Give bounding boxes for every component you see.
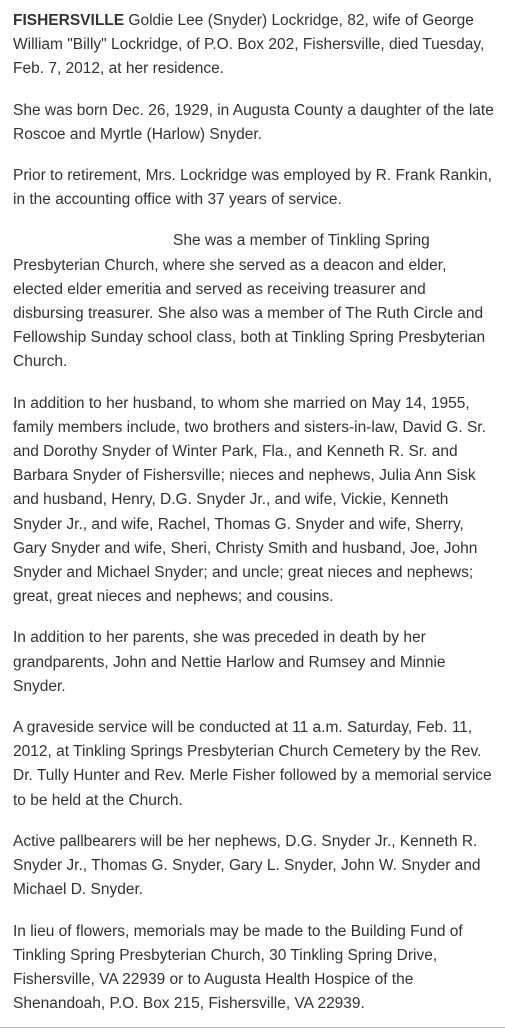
obituary-article bbox=[13, 9, 495, 1033]
church-paragraph: She was a member of Tinkling Spring Presbyterian Church, where she served as a deacon and elder, elected elder emeritia and served as receiving treasurer and disbursing treasurer. She also was a member of The Ruth Circle and Fellowship Sunday school class, both at Tinkling Spring Presbyterian Church. bbox=[13, 232, 486, 371]
intro-paragraph bbox=[13, 9, 495, 82]
career-paragraph: Prior to retirement, Mrs. Lockridge was employed by R. Frank Rankin, in the accounting office with 37 years of service. bbox=[13, 167, 492, 209]
dateline: FISHERSVILLE bbox=[13, 12, 125, 29]
bottom-divider bbox=[0, 1027, 505, 1028]
memorials-paragraph: In lieu of flowers, memorials may be made to the Building Fund of Tinkling Spring Presbyterian Church, 30 Tinkling Spring Drive, Fishersville, VA 22939 or to Augusta Health Hospice of the Shenandoah, P.O. Box 215, Fishersville, VA 22939. bbox=[13, 922, 463, 1013]
service-paragraph: A graveside service will be conducted at 11 a.m. Saturday, Feb. 11, 2012, at Tinkling Springs Presbyterian Church Cemetery by the Rev. Dr. Tully Hunter and Rev. Merle Fisher followed by a memorial service to be held at the Church. bbox=[13, 719, 492, 809]
birth-paragraph: She was born Dec. 26, 1929, in Augusta County a daughter of the late Roscoe and Myrtle (Harlow) Snyder. bbox=[13, 101, 494, 143]
intro-text: Goldie Lee (Snyder) Lockridge, 82, wife of George William "Billy" Lockridge, of P.O. Box 202, Fishersville, died Tuesday, Feb. 7, 2012, at her residence. bbox=[13, 12, 485, 78]
family-paragraph: In addition to her husband, to whom she married on May 14, 1955, family members include, two brothers and sisters-in-law, David G. Sr. and Dorothy Snyder of Winter Park, Fla., and Kenneth R. Sr. and Barbara Snyder of Fishersville; nieces and nephews, Julia Ann Sisk and husband, Henry, D.G. Snyder Jr., and wife, Vickie, Kenneth Snyder Jr., and wife, Rachel, Thomas G. Snyder and wife, Sherry, Gary Snyder and wife, Sheri, Christy Smith and husband, Joe, John Snyder and Michael Snyder; and uncle; great nieces and nephews; great, great nieces and nephews; and cousins. bbox=[13, 394, 486, 606]
preceded-paragraph: In addition to her parents, she was preceded in death by her grandparents, John and Nettie Harlow and Rumsey and Minnie Snyder. bbox=[13, 629, 446, 695]
pallbearers-paragraph: Active pallbearers will be her nephews, D.G. Snyder Jr., Kenneth R. Snyder Jr., Thomas G. Snyder, Gary L. Snyder, John W. Snyder and Michael D. Snyder. bbox=[13, 832, 481, 899]
